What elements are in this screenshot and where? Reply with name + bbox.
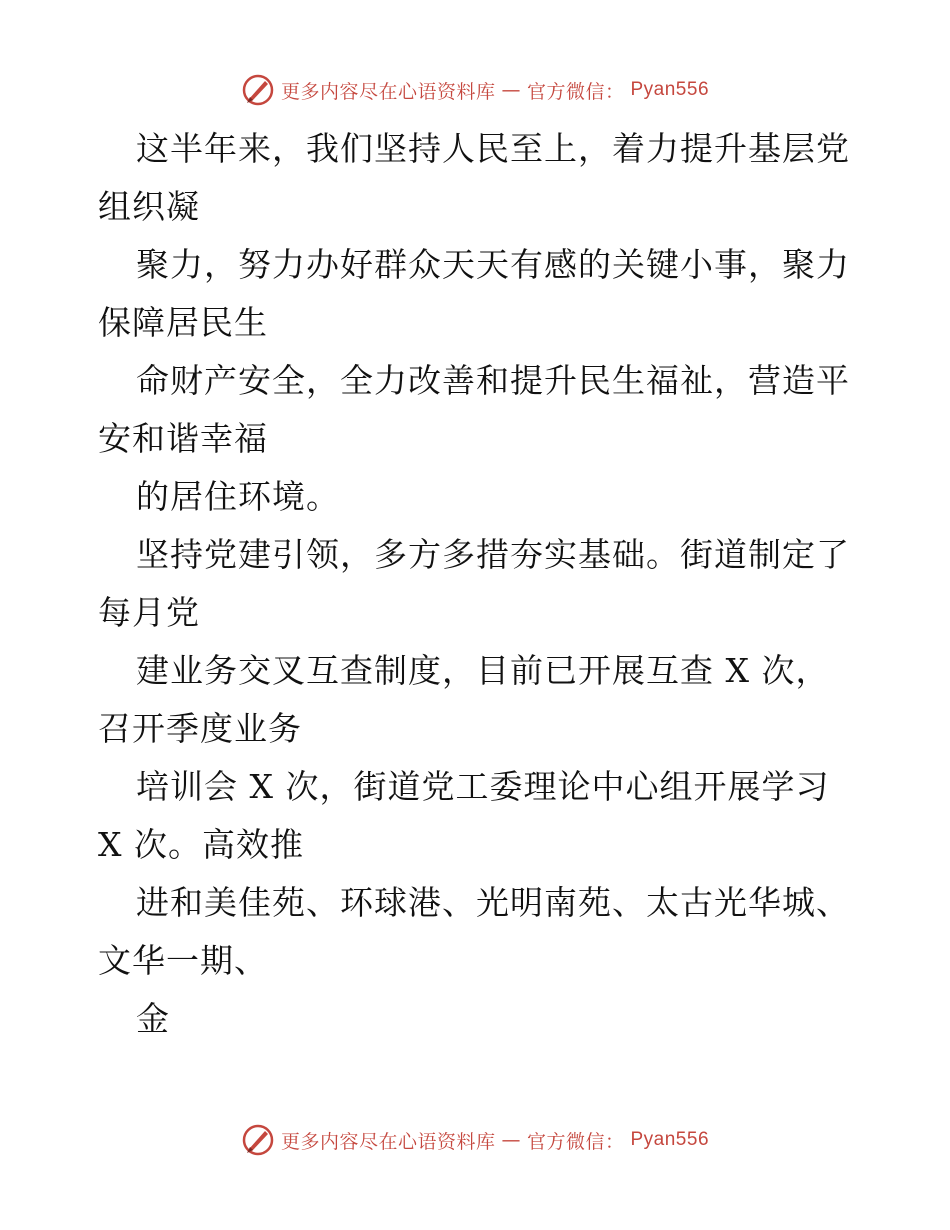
text-line: 的居住环境。 [136, 477, 340, 516]
text-line: 保障居民生 [98, 303, 268, 342]
text-line: 这半年来，我们坚持人民至上，着力提升基层党 [136, 129, 850, 168]
text-line: 命财产安全，全力改善和提升民生福祉，营造平 [136, 361, 850, 400]
banner-title: 更多内容尽在心语资料库 [280, 1130, 496, 1153]
text-line: 培训会 X 次，街道党工委理论中心组开展学习 [136, 767, 830, 806]
banner-contact-id: Pyan556 [630, 79, 710, 100]
banner-separator: — [501, 79, 521, 101]
text-line: 金 [136, 999, 170, 1038]
document-body [98, 120, 868, 1048]
banner-contact-label: 官方微信： [526, 80, 625, 103]
text-line: 组织凝 [98, 187, 200, 226]
text-line: 坚持党建引领，多方多措夯实基础。街道制定了 [136, 535, 850, 574]
pen-logo-icon [241, 73, 275, 107]
text-line: 召开季度业务 [98, 709, 302, 748]
header-banner [0, 68, 950, 112]
text-line: 每月党 [98, 593, 200, 632]
pen-logo-icon [241, 1123, 275, 1157]
text-line: 建业务交叉互查制度，目前已开展互查 X 次， [136, 651, 830, 690]
banner-separator: — [501, 1129, 521, 1151]
text-line: X 次。高效推 [98, 825, 304, 864]
text-line: 文华一期、 [98, 941, 268, 980]
text-line: 聚力，努力办好群众天天有感的关键小事，聚力 [136, 245, 850, 284]
text-line: 进和美佳苑、环球港、光明南苑、太古光华城、 [136, 883, 850, 922]
banner-contact-label: 官方微信： [526, 1130, 625, 1153]
text-line: 安和谐幸福 [98, 419, 268, 458]
banner-title: 更多内容尽在心语资料库 [280, 80, 496, 103]
footer-banner [0, 1118, 950, 1162]
banner-contact-id: Pyan556 [630, 1129, 710, 1150]
